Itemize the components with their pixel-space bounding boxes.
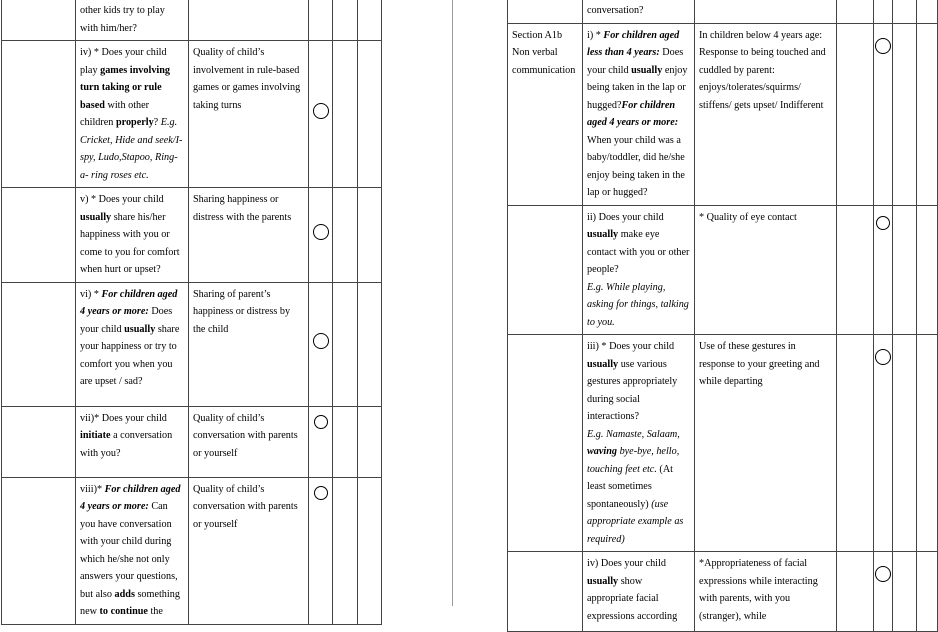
question-cell: ii) Does your child usually make eye contact with you or other people? E.g. While playing, asking for things, talking to you. bbox=[583, 205, 695, 335]
table-row bbox=[508, 552, 938, 632]
question-cell: conversation? bbox=[583, 0, 695, 23]
table-row bbox=[2, 0, 382, 41]
response-radio[interactable] bbox=[875, 349, 891, 365]
table-row bbox=[508, 205, 938, 335]
quality-cell: Sharing happiness or distress with the parents bbox=[189, 188, 309, 283]
section-cell bbox=[2, 0, 76, 41]
question-cell: iii) * Does your child usually use various gestures appropriately during social interactions? E.g. Namaste, Salaam, waving bye-bye, hello, touching feet etc. (At least sometimes spontaneously) (use appropriate example as required) bbox=[583, 335, 695, 552]
question-cell: viii)* For children aged 4 years or more: Can you have conversation with your child during which he/she not only answers your questions, but also adds something new to continue the bbox=[76, 477, 189, 624]
table-row bbox=[2, 406, 382, 477]
quality-cell: Use of these gestures in response to your greeting and while departing bbox=[695, 335, 837, 552]
response-radio[interactable] bbox=[313, 333, 329, 349]
section-cell bbox=[508, 23, 583, 205]
section-code: Section A1b bbox=[512, 29, 563, 41]
table-row bbox=[2, 188, 382, 283]
table-row bbox=[2, 477, 382, 624]
right-page bbox=[453, 0, 904, 622]
question-cell: other kids try to play with him/her? bbox=[76, 0, 189, 41]
quality-cell: *Appropriateness of facial expressions while interacting with parents, with you (stranger), while bbox=[695, 552, 837, 632]
response-radio[interactable] bbox=[876, 216, 890, 230]
question-cell: i) * For children aged less than 4 years: Does your child usually enjoy being taken in the lap or hugged?For children aged 4 years or more: When your child was a baby/toddler, did he/she enjoy being taken in the lap or hugged? bbox=[583, 23, 695, 205]
table-row bbox=[2, 282, 382, 406]
right-assessment-table bbox=[507, 0, 938, 632]
quality-cell bbox=[189, 0, 309, 41]
table-row bbox=[508, 0, 938, 23]
response-radio[interactable] bbox=[875, 566, 891, 582]
section-name: Non verbal communication bbox=[512, 47, 576, 76]
quality-cell: Quality of child’s conversation with parents or yourself bbox=[189, 406, 309, 477]
response-radio[interactable] bbox=[313, 224, 329, 240]
response-radio[interactable] bbox=[314, 486, 328, 500]
table-row bbox=[508, 335, 938, 552]
quality-cell: Quality of child’s involvement in rule-based games or games involving taking turns bbox=[189, 41, 309, 188]
question-cell: vi) * For children aged 4 years or more: Does your child usually share your happiness or try to comfort you when you are upset / sad? bbox=[76, 282, 189, 406]
response-radio[interactable] bbox=[314, 415, 328, 429]
question-cell: v) * Does your child usually share his/her happiness with you or come to you for comfort when hurt or upset? bbox=[76, 188, 189, 283]
question-cell: iv) * Does your child play games involving turn taking or rule based with other children properly? E.g. Cricket, Hide and seek/I-spy, Ludo,Stapoo, Ring-a- ring roses etc. bbox=[76, 41, 189, 188]
left-page bbox=[0, 0, 452, 617]
quality-cell: * Quality of eye contact bbox=[695, 205, 837, 335]
quality-cell: In children below 4 years age: Response to being touched and cuddled by parent: enjoys/tolerates/squirms/ stiffens/ gets upset/ Indifferent bbox=[695, 23, 837, 205]
left-assessment-table bbox=[1, 0, 382, 625]
question-cell: iv) Does your child usually show appropriate facial expressions according bbox=[583, 552, 695, 632]
quality-cell: Sharing of parent’s happiness or distress by the child bbox=[189, 282, 309, 406]
table-row bbox=[2, 41, 382, 188]
table-row bbox=[508, 23, 938, 205]
response-radio[interactable] bbox=[313, 103, 329, 119]
quality-cell: Quality of child’s conversation with parents or yourself bbox=[189, 477, 309, 624]
question-cell: vii)* Does your child initiate a conversation with you? bbox=[76, 406, 189, 477]
response-radio[interactable] bbox=[875, 38, 891, 54]
